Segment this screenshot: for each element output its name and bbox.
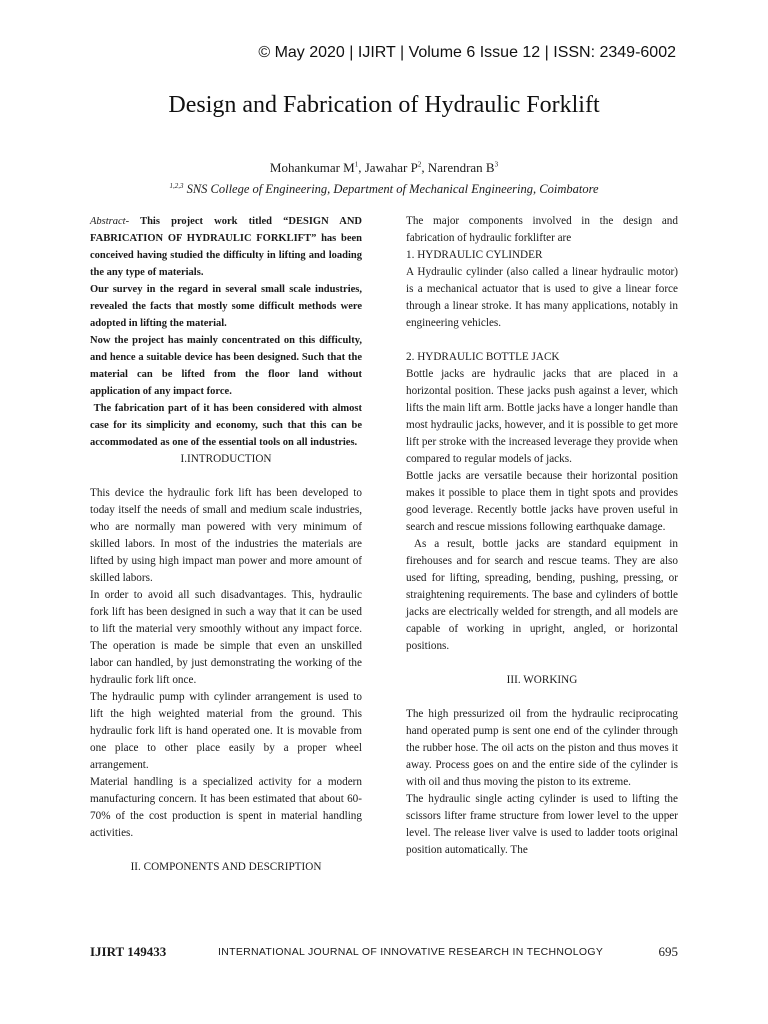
abstract-paragraph: The fabrication part of it has been considered with almost case for its simplicity and economy, such that this can be accommodated as one of the essential tools on all industries. [90,403,365,448]
section-heading-working: III. WORKING [506,674,578,686]
author-name: Narendran B [427,160,495,175]
body-paragraph: The hydraulic single acting cylinder is used to lifting the scissors lifter frame structure from lower level to the upper level. The release liver valve is used to ladder toots original position automatically. The [406,793,678,856]
author-line: Mohankumar $M^1$, Jawahar $P^2$, Narendran $B^3$ [269,160,499,175]
subsection-heading-cylinder: 1. HYDRAULIC CYLINDER [406,249,543,261]
body-paragraph: Material handling is a specialized activity for a modern manufacturing concern. It has been estimated that about 60-70% of the cost production is spent in material handling activities. [90,776,362,839]
author-name: Mohankumar M [269,160,355,175]
body-paragraph: Bottle jacks are hydraulic jacks that are placed in a horizontal position. These jacks push against a lever, which lifts the main lift arm. Bottle jacks have a longer handle than most hydraulic jacks, however, and it is possible to get more lift per stroke with the increased leverage they provide when compared to regular models of jacks. [406,368,678,465]
abstract-label: Abstract- [90,216,130,227]
paper-title: Design and Fabrication of Hydraulic Forklift [168,92,600,118]
affiliation-text: SNS College of Engineering, Department of Mechanical Engineering, Coimbatore [186,182,599,197]
publication-header: © May 2020 | IJIRT | Volume 6 Issue 12 | ISSN: 2349-6002 [258,44,676,61]
body-paragraph: This device the hydraulic fork lift has been developed to today itself the needs of small and medium scale industries, who are normally man powered with very minimum of skilled labors. In most of the industries the materials are lifted by using high impact man power and more amount of skilled labors. [90,487,362,584]
abstract-paragraph: Our survey in the regard in several small scale industries, revealed the facts that mostly some difficult methods were adopted in lifting the material. [90,284,362,329]
author-name: Jawahar P [364,160,418,175]
abstract-paragraph: Now the project has mainly concentrated on this difficulty, and hence a suitable device has been designed. Such that the material can be lifted from the floor land without application of any impact force. [90,335,362,397]
left-column [90,213,365,876]
author-superscript: 3 [494,160,499,169]
page-number: 695 [658,944,678,959]
author-superscript: 1 [354,160,359,169]
body-paragraph: Bottle jacks are versatile because their horizontal position makes it possible to place them in tight spots and provides good leverage. Recently bottle jacks have proven useful in search and rescue missions following earthquake damage. [406,470,678,533]
affiliation-line [0,182,768,197]
abstract-paragraph: Abstract- This project work titled “DESIGN AND FABRICATION OF HYDRAULIC FORKLIFT” has been conceived having studied the difficulty in lifting and loading the any type of materials. [90,216,363,278]
abstract [90,213,365,451]
right-column [406,213,681,859]
body-paragraph: The high pressurized oil from the hydraulic reciprocating hand operated pump is sent one end of the cylinder through the rubber hose. The oil acts on the piston and thus moves it away. Process goes on and the entire side of the cylinder is with oil and thus moving the piston to its extreme. [406,708,678,788]
body-paragraph: In order to avoid all such disadvantages. This, hydraulic fork lift has been designed in such a way that it can be used to lift the material very smoothly without any impact force. The operation is made be simple that even an unskilled labor can handled, by just demonstrating the working of the hydraulic fork lift once. [90,589,362,686]
footer-paper-id: IJIRT 149433 [90,944,167,959]
body-paragraph: The hydraulic pump with cylinder arrangement is used to lift the high weighted material from the ground. This hydraulic fork lift is hand operated one. It is movable from one place to other place easily by a proper wheel arrangement. [90,691,362,771]
body-paragraph: A Hydraulic cylinder (also called a linear hydraulic motor) is a mechanical actuator that is used to give a linear force through a linear stroke. It has many applications, notably in engineering vehicles. [406,266,678,329]
section-heading-components: II. COMPONENTS AND DESCRIPTION [130,861,322,873]
affiliation-superscript: 1,2,3 [169,182,184,190]
author-superscript: 2 [417,160,422,169]
footer-journal-name: INTERNATIONAL JOURNAL OF INNOVATIVE RESEARCH IN TECHNOLOGY [218,946,604,958]
section-heading-introduction: I.INTRODUCTION [180,453,272,465]
subsection-heading-bottle-jack: 2. HYDRAULIC BOTTLE JACK [406,351,560,363]
body-paragraph: As a result, bottle jacks are standard equipment in firehouses and for search and rescue teams. They are also used for lifting, spreading, bending, pushing, pressing, or straightening requirements. The base and cylinders of bottle jacks are electrically welded for strength, and all models are capable of working in upright, angled, or horizontal positions. [406,538,681,652]
body-paragraph: The major components involved in the design and fabrication of hydraulic forklifter are [406,215,678,244]
